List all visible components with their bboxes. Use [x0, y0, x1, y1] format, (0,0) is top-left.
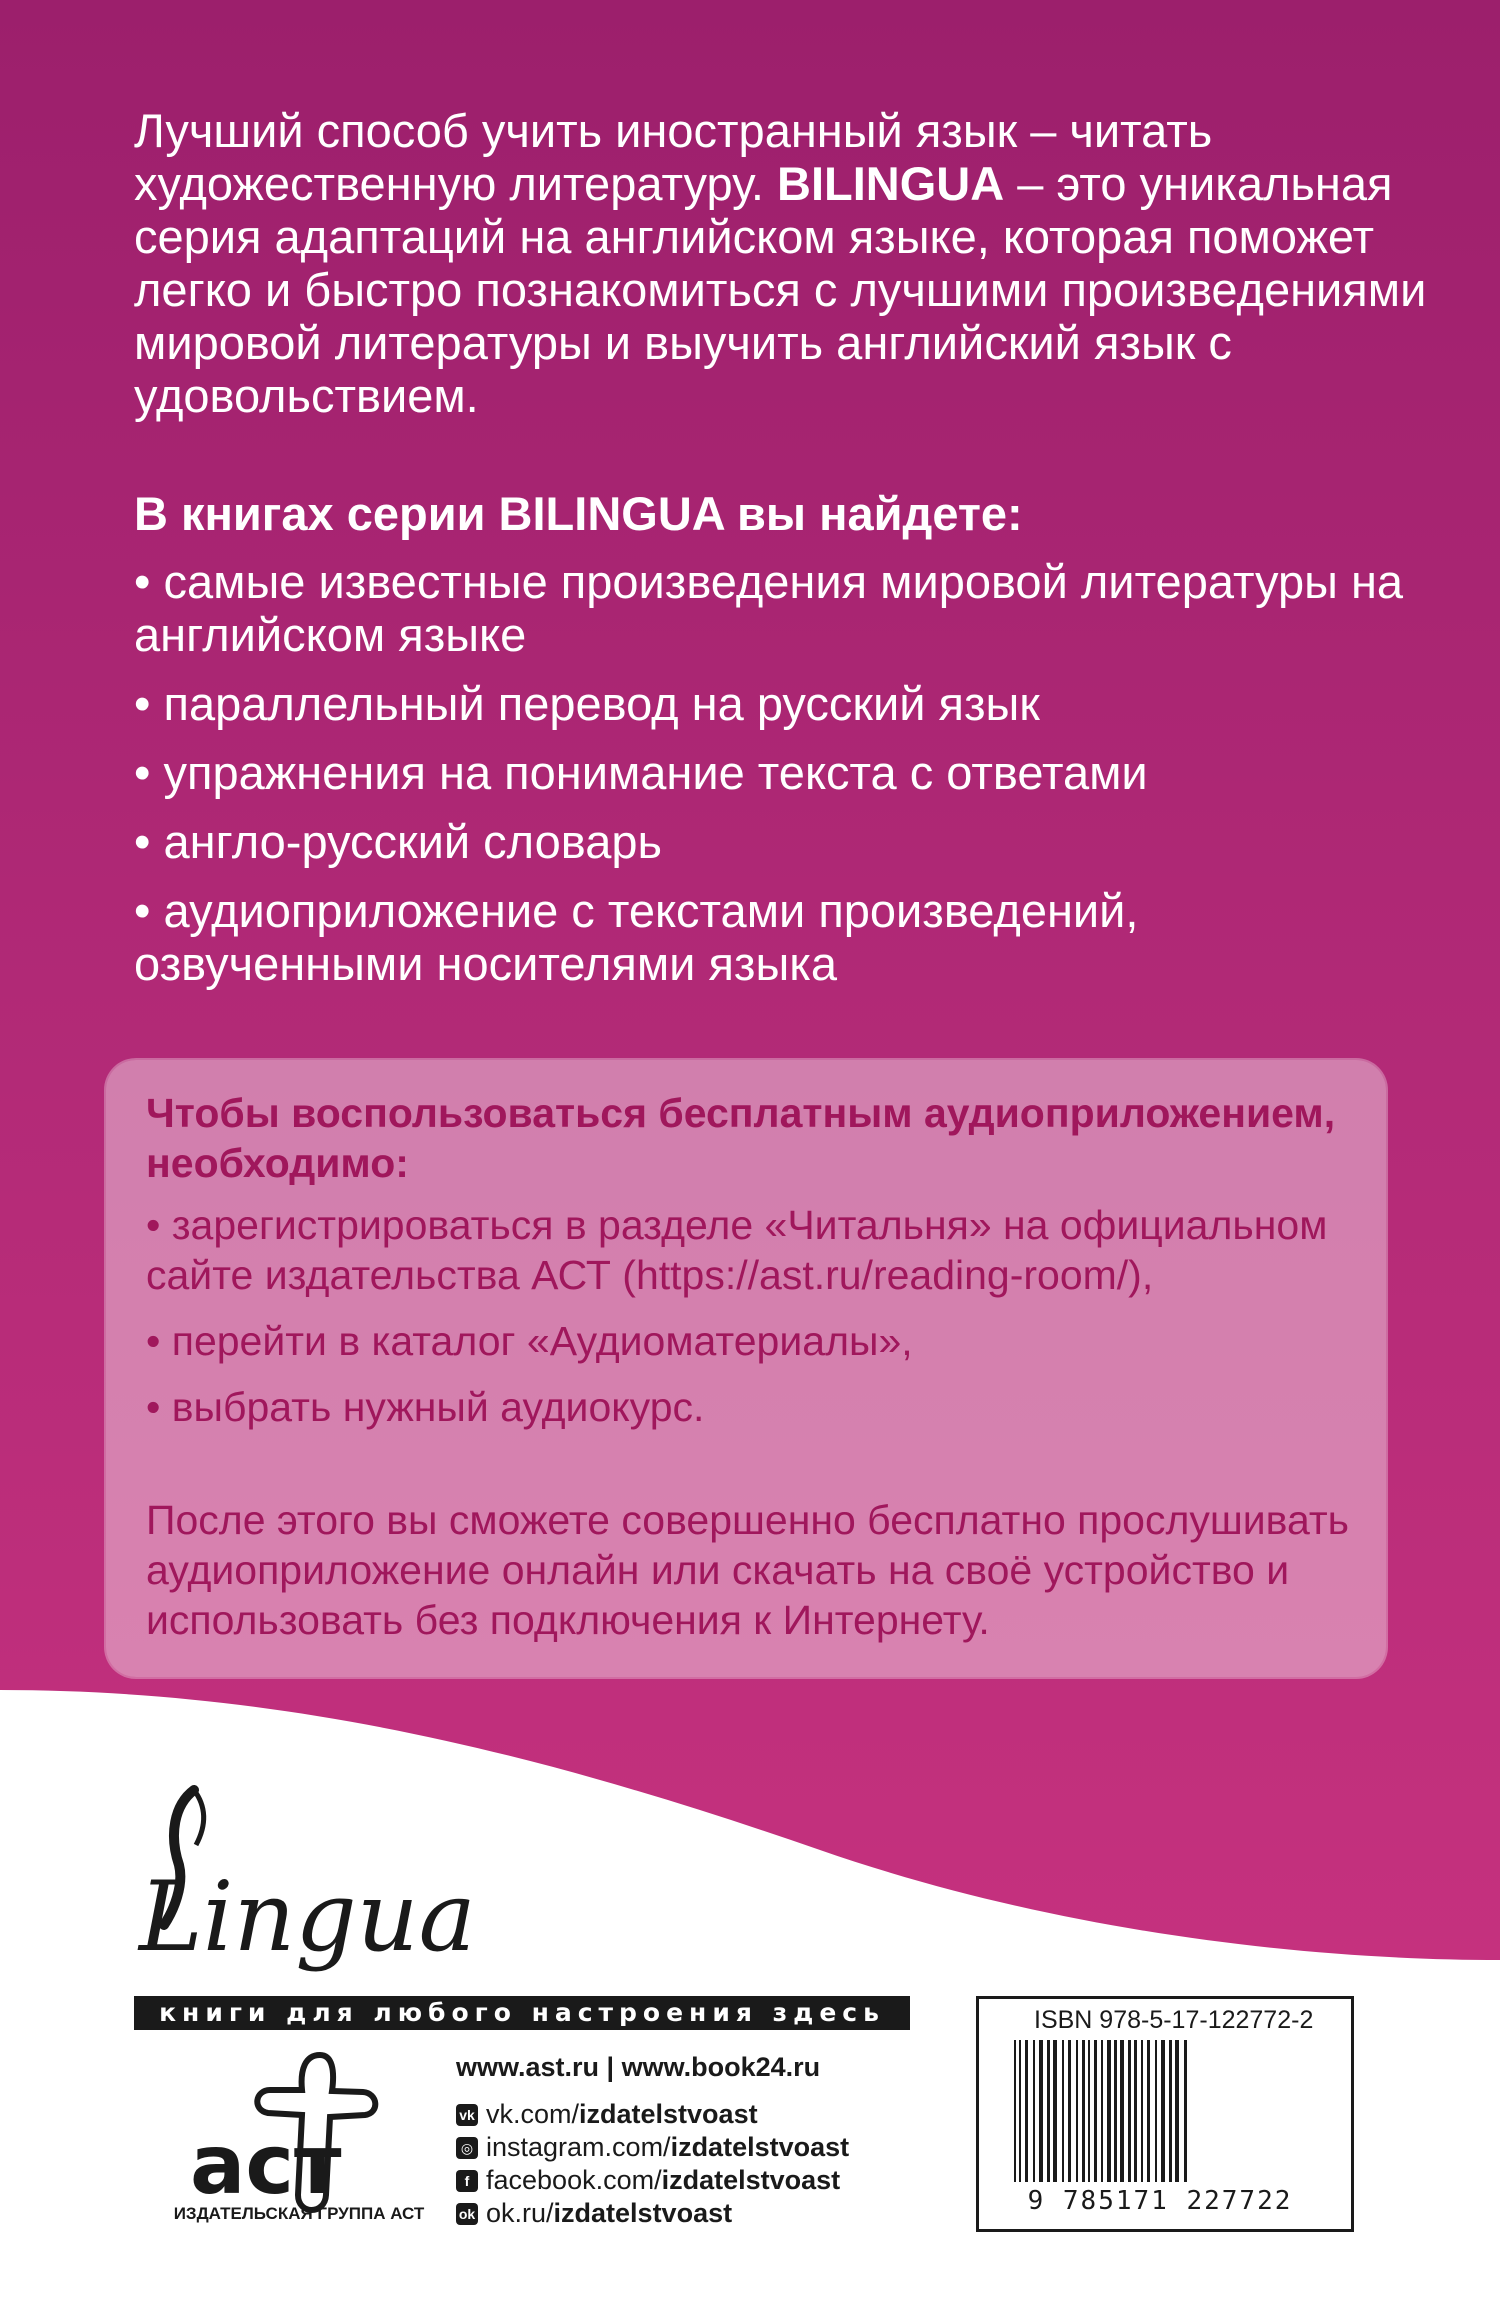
ast-caption: ИЗДАТЕЛЬСКАЯ ГРУППА АСТ: [173, 2204, 425, 2223]
facebook-icon: f: [456, 2170, 478, 2192]
barcode-bar: [1076, 2040, 1078, 2182]
social-link-facebook[interactable]: f facebook.com/ izdatelstvoast: [456, 2164, 849, 2197]
barcode-bar: [1107, 2040, 1111, 2182]
feature-item: • англо-русский словарь: [134, 815, 662, 868]
audio-step: • зарегистрироваться в разделе «Читальня» на официальном сайте издательства АСТ (https://ast.ru/reading-room/),: [146, 1202, 1328, 1298]
social-link-vk[interactable]: vk vk.com/ izdatelstvoast: [456, 2098, 849, 2131]
barcode-bar: [1062, 2040, 1064, 2182]
features-title: В книгах серии BILINGUA вы найдете:: [134, 487, 1023, 540]
social-links: [456, 2098, 849, 2230]
barcode-bar: [1114, 2040, 1117, 2182]
barcode-digits: 9 785171 227722: [1027, 2186, 1293, 2216]
barcode-bar: [1141, 2040, 1143, 2182]
barcode-bar: [1094, 2040, 1097, 2182]
barcode-bar: [1161, 2040, 1165, 2182]
barcode-bar: [1147, 2040, 1150, 2182]
barcode-bar: [1120, 2040, 1124, 2182]
ok-icon: ok: [456, 2203, 478, 2225]
audio-step: • перейти в каталог «Аудиоматериалы»,: [146, 1318, 913, 1364]
barcode-bar: [1039, 2040, 1043, 2182]
barcode-bar: [1184, 2040, 1187, 2182]
barcode-bar: [1169, 2040, 1172, 2182]
barcode-bar: [1134, 2040, 1137, 2182]
slogan-bar: книги для любого настроения здесь: [134, 1996, 910, 2030]
audio-step: • выбрать нужный аудиокурс.: [146, 1384, 705, 1430]
social-link-ok[interactable]: ok ok.ru/ izdatelstvoast: [456, 2197, 849, 2230]
feature-item: • параллельный перевод на русский язык: [134, 677, 1040, 730]
barcode-bar: [1047, 2040, 1050, 2182]
brand-name: BILINGUA: [777, 157, 1005, 210]
barcode-bar: [1033, 2040, 1035, 2182]
lingua-logo: [134, 1775, 476, 1975]
intro-paragraph: Лучший способ учить иностранный язык – читать художественную литературу. BILINGUA – это уникальная серия адаптаций на английском языке, которая поможет легко и быстро познакомиться с лучшими произведениями мировой литературы и выучить английский язык с удовольствием.: [134, 104, 1427, 422]
feature-item: • самые известные произведения мировой литературы на английском языке: [134, 555, 1404, 661]
ast-logo-text: аст: [190, 2118, 342, 2213]
audio-title: Чтобы воспользоваться бесплатным аудиоприложением, необходимо:: [146, 1090, 1336, 1186]
barcode: [1010, 2040, 1310, 2182]
website-links[interactable]: www.ast.ru | www.book24.ru: [456, 2052, 821, 2082]
barcode-bar: [1082, 2040, 1085, 2182]
barcode-bar: [1101, 2040, 1103, 2182]
feature-item: • аудиоприложение с текстами произведений, озвученными носителями языка: [134, 884, 1139, 990]
features-list: [134, 555, 1434, 1006]
lingua-logo-text: Lingua: [139, 1861, 476, 1973]
barcode-bar: [1175, 2040, 1179, 2182]
barcode-bar: [1014, 2040, 1016, 2182]
vk-icon: vk: [456, 2104, 478, 2126]
barcode-bar: [1025, 2040, 1028, 2182]
barcode-bar: [1155, 2040, 1157, 2182]
barcode-bar: [1053, 2040, 1057, 2182]
barcode-bar: [1019, 2040, 1021, 2182]
audio-steps-list: [146, 1200, 1346, 1448]
social-link-instagram[interactable]: ◎ instagram.com/ izdatelstvoast: [456, 2131, 849, 2164]
feature-item: • упражнения на понимание текста с ответами: [134, 746, 1148, 799]
barcode-bar: [1068, 2040, 1071, 2182]
isbn-number: ISBN 978-5-17-122772-2: [1034, 2006, 1314, 2034]
ast-logo: [180, 2045, 420, 2225]
instagram-icon: ◎: [456, 2137, 478, 2159]
barcode-bar: [1128, 2040, 1131, 2182]
audio-outro: После этого вы сможете совершенно бесплатно прослушивать аудиоприложение онлайн или скачать на своё устройство и использовать без подключения к Интернету.: [146, 1497, 1350, 1643]
barcode-bar: [1088, 2040, 1090, 2182]
